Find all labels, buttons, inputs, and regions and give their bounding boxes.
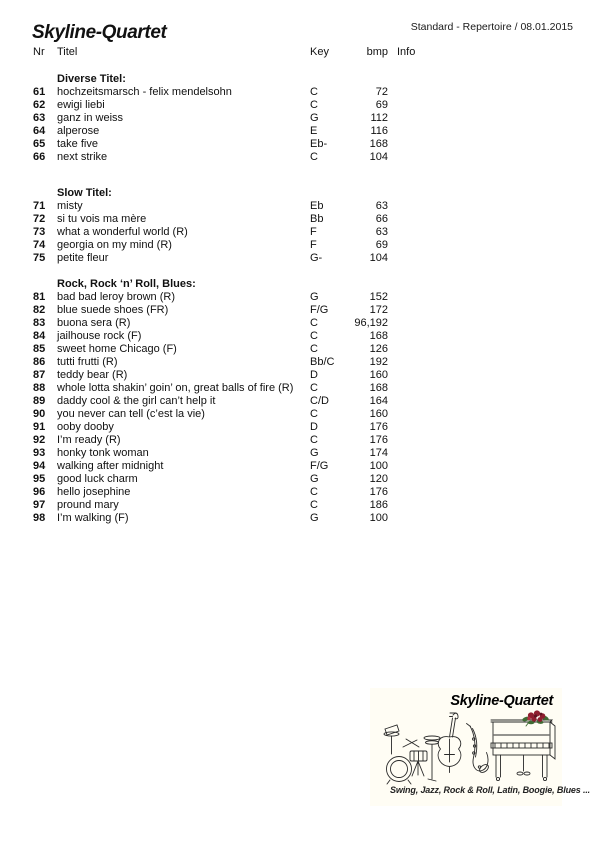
- row-titel: ewigi liebi: [57, 99, 105, 111]
- row-bmp: 160: [369, 369, 388, 381]
- row-bmp: 126: [369, 343, 388, 355]
- row-bmp: 174: [369, 447, 388, 459]
- row-titel: next strike: [57, 151, 108, 163]
- row-nr: 73: [33, 226, 46, 238]
- row-bmp: 63: [375, 200, 388, 212]
- row-bmp: 72: [375, 86, 388, 98]
- repertoire-table: [33, 46, 493, 525]
- row-nr: 85: [33, 343, 46, 355]
- table-row: [33, 356, 493, 369]
- row-titel: whole lotta shakin’ goin’ on, great balls of fire (R): [57, 382, 294, 394]
- row-key: G: [310, 291, 319, 303]
- table-row: [33, 473, 493, 486]
- table-section: [33, 73, 493, 164]
- row-nr: 81: [33, 291, 46, 303]
- row-key: C: [310, 99, 318, 111]
- row-titel: buona sera (R): [57, 317, 131, 329]
- section-heading-text: Slow Titel:: [57, 187, 112, 199]
- row-key: C: [310, 499, 318, 511]
- instruments-illustration: [383, 709, 560, 787]
- section-rows: [33, 291, 493, 525]
- row-titel: petite fleur: [57, 252, 109, 264]
- row-bmp: 192: [369, 356, 388, 368]
- table-row: [33, 434, 493, 447]
- row-nr: 91: [33, 421, 46, 433]
- table-row: [33, 395, 493, 408]
- row-key: F: [310, 239, 317, 251]
- section-heading-row: [33, 278, 493, 291]
- row-titel: jailhouse rock (F): [57, 330, 142, 342]
- row-key: D: [310, 369, 318, 381]
- column-header-key: Key: [310, 46, 329, 58]
- table-row: [33, 408, 493, 421]
- row-titel: good luck charm: [57, 473, 138, 485]
- table-row: [33, 512, 493, 525]
- row-bmp: 104: [369, 252, 388, 264]
- row-titel: I’m walking (F): [57, 512, 129, 524]
- upright-piano-icon: [491, 720, 555, 781]
- row-nr: 62: [33, 99, 46, 111]
- row-bmp: 186: [369, 499, 388, 511]
- row-key: C: [310, 317, 318, 329]
- row-bmp: 69: [375, 99, 388, 111]
- table-row: [33, 369, 493, 382]
- row-key: Eb: [310, 200, 324, 212]
- logo-title: Skyline-Quartet: [450, 693, 553, 709]
- row-titel: take five: [57, 138, 98, 150]
- section-heading-row: [33, 187, 493, 200]
- row-bmp: 168: [369, 330, 388, 342]
- row-key: Bb/C: [310, 356, 335, 368]
- row-nr: 66: [33, 151, 46, 163]
- saxophone-icon: [467, 724, 490, 775]
- table-row: [33, 460, 493, 473]
- page-title: Skyline-Quartet: [32, 22, 167, 43]
- table-row: [33, 343, 493, 356]
- table-row: [33, 86, 493, 99]
- row-key: C: [310, 434, 318, 446]
- table-row: [33, 213, 493, 226]
- row-bmp: 63: [375, 226, 388, 238]
- table-body: [33, 73, 493, 525]
- row-key: Eb-: [310, 138, 328, 150]
- table-section: [33, 187, 493, 265]
- row-nr: 83: [33, 317, 46, 329]
- row-bmp: 116: [370, 125, 388, 137]
- header-meta: Standard - Repertoire / 08.01.2015: [410, 21, 573, 33]
- row-key: C: [310, 408, 318, 420]
- column-header-bmp: bmp: [366, 46, 388, 58]
- row-nr: 97: [33, 499, 46, 511]
- row-key: G: [310, 447, 319, 459]
- row-nr: 96: [33, 486, 46, 498]
- row-titel: ooby dooby: [57, 421, 114, 433]
- row-key: G-: [310, 252, 323, 264]
- row-key: G: [310, 512, 319, 524]
- row-nr: 63: [33, 112, 46, 124]
- row-nr: 89: [33, 395, 46, 407]
- row-titel: sweet home Chicago (F): [57, 343, 177, 355]
- table-row: [33, 421, 493, 434]
- row-nr: 98: [33, 512, 46, 524]
- double-bass-icon: [438, 713, 461, 773]
- row-key: Bb: [310, 213, 324, 225]
- column-header-nr: Nr: [33, 46, 45, 58]
- row-titel: teddy bear (R): [57, 369, 128, 381]
- row-bmp: 66: [375, 213, 388, 225]
- row-bmp: 69: [375, 239, 388, 251]
- table-row: [33, 151, 493, 164]
- row-bmp: 96,192: [354, 317, 388, 329]
- row-key: C: [310, 330, 318, 342]
- row-bmp: 172: [369, 304, 388, 316]
- table-row: [33, 486, 493, 499]
- section-heading-text: Diverse Titel:: [57, 73, 126, 85]
- row-bmp: 152: [369, 291, 388, 303]
- row-key: E: [310, 125, 318, 137]
- column-header-info: Info: [397, 46, 416, 58]
- row-titel: si tu vois ma mère: [57, 213, 147, 225]
- row-titel: what a wonderful world (R): [57, 226, 188, 238]
- flower-bouquet-icon: [522, 710, 550, 726]
- logo-tagline: Swing, Jazz, Rock & Roll, Latin, Boogie, Blues ...: [390, 785, 591, 795]
- table-row: [33, 239, 493, 252]
- table-row: [33, 291, 493, 304]
- table-header-row: [33, 46, 493, 59]
- column-header-titel: Titel: [57, 46, 78, 58]
- row-nr: 84: [33, 330, 46, 342]
- table-section: [33, 278, 493, 525]
- row-nr: 95: [33, 473, 46, 485]
- row-titel: bad bad leroy brown (R): [57, 291, 176, 303]
- row-titel: alperose: [57, 125, 100, 137]
- row-titel: misty: [57, 200, 83, 212]
- table-row: [33, 330, 493, 343]
- row-bmp: 168: [369, 382, 388, 394]
- row-titel: hello josephine: [57, 486, 131, 498]
- row-nr: 82: [33, 304, 46, 316]
- row-key: F/G: [310, 304, 329, 316]
- section-heading-row: [33, 73, 493, 86]
- row-key: C: [310, 382, 318, 394]
- drum-kit-icon: [384, 725, 440, 784]
- row-key: C: [310, 343, 318, 355]
- row-key: G: [310, 112, 319, 124]
- row-titel: hochzeitsmarsch - felix mendelsohn: [57, 86, 232, 98]
- row-nr: 61: [33, 86, 46, 98]
- row-titel: daddy cool & the girl can’t help it: [57, 395, 216, 407]
- table-row: [33, 138, 493, 151]
- row-bmp: 100: [369, 460, 388, 472]
- row-titel: I’m ready (R): [57, 434, 121, 446]
- row-nr: 87: [33, 369, 46, 381]
- row-nr: 92: [33, 434, 46, 446]
- row-bmp: 176: [369, 434, 388, 446]
- table-row: [33, 499, 493, 512]
- row-titel: walking after midnight: [57, 460, 164, 472]
- row-titel: ganz in weiss: [57, 112, 124, 124]
- row-nr: 93: [33, 447, 46, 459]
- table-row: [33, 304, 493, 317]
- row-titel: blue suede shoes (FR): [57, 304, 169, 316]
- table-row: [33, 112, 493, 125]
- row-titel: pround mary: [57, 499, 119, 511]
- row-nr: 74: [33, 239, 46, 251]
- table-row: [33, 382, 493, 395]
- row-key: F/G: [310, 460, 329, 472]
- table-row: [33, 252, 493, 265]
- table-row: [33, 447, 493, 460]
- row-nr: 90: [33, 408, 46, 420]
- row-bmp: 120: [369, 473, 388, 485]
- row-key: C/D: [310, 395, 329, 407]
- row-bmp: 176: [369, 421, 388, 433]
- table-row: [33, 200, 493, 213]
- row-key: G: [310, 473, 319, 485]
- row-titel: georgia on my mind (R): [57, 239, 172, 251]
- row-nr: 72: [33, 213, 46, 225]
- row-titel: you never can tell (c’est la vie): [57, 408, 205, 420]
- row-bmp: 104: [369, 151, 388, 163]
- row-nr: 94: [33, 460, 46, 472]
- row-bmp: 112: [370, 112, 388, 124]
- row-bmp: 160: [369, 408, 388, 420]
- row-bmp: 176: [369, 486, 388, 498]
- table-row: [33, 125, 493, 138]
- row-nr: 64: [33, 125, 46, 137]
- row-titel: honky tonk woman: [57, 447, 149, 459]
- row-nr: 88: [33, 382, 46, 394]
- row-key: F: [310, 226, 317, 238]
- row-key: C: [310, 486, 318, 498]
- section-rows: [33, 86, 493, 164]
- row-nr: 86: [33, 356, 46, 368]
- section-rows: [33, 200, 493, 265]
- row-bmp: 168: [369, 138, 388, 150]
- band-logo: [370, 688, 591, 806]
- row-bmp: 100: [369, 512, 388, 524]
- row-key: C: [310, 151, 318, 163]
- section-heading-text: Rock, Rock ‘n’ Roll, Blues:: [57, 278, 196, 290]
- row-key: C: [310, 86, 318, 98]
- row-nr: 65: [33, 138, 46, 150]
- row-bmp: 164: [369, 395, 388, 407]
- row-nr: 71: [33, 200, 46, 212]
- row-nr: 75: [33, 252, 46, 264]
- table-row: [33, 226, 493, 239]
- row-key: D: [310, 421, 318, 433]
- row-titel: tutti frutti (R): [57, 356, 118, 368]
- table-row: [33, 317, 493, 330]
- table-row: [33, 99, 493, 112]
